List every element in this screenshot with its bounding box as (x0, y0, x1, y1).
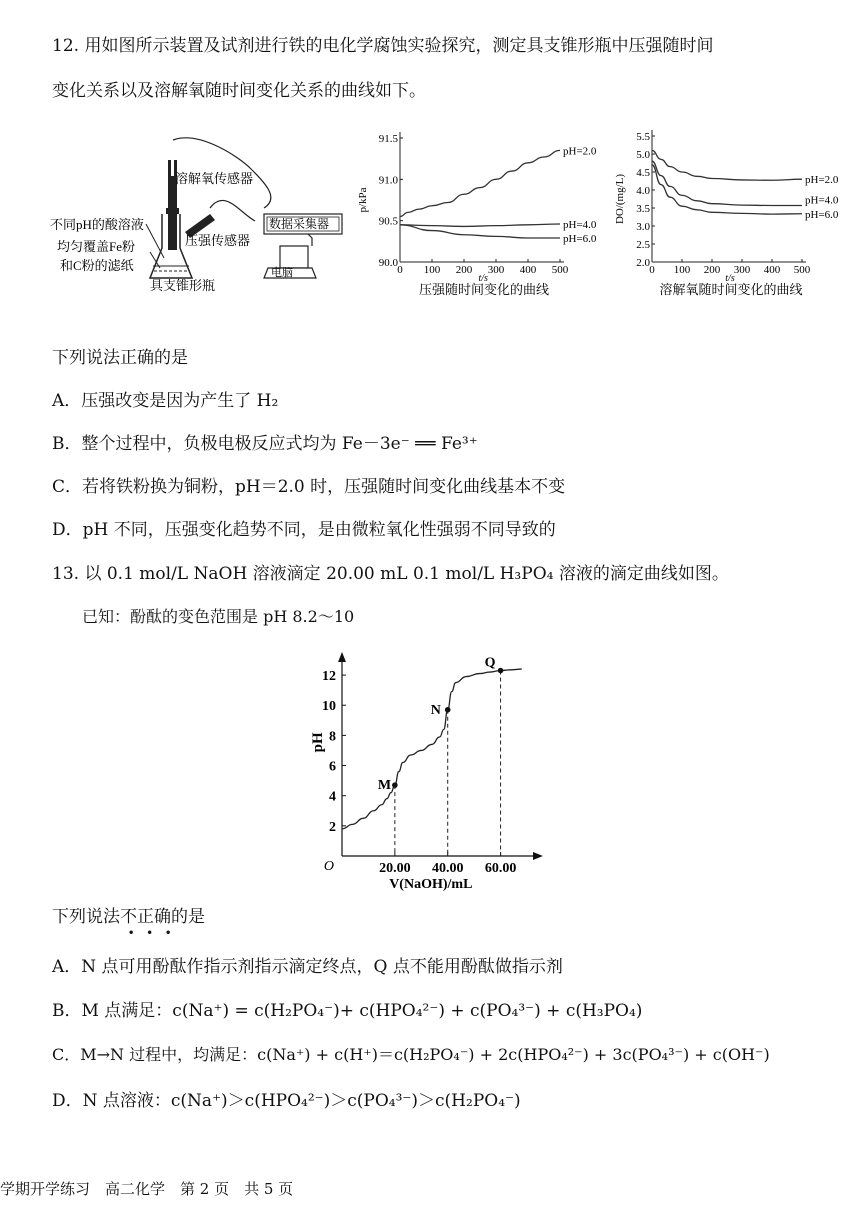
emphasis-dots: • • • (120, 926, 172, 940)
label-flask: 具支锥形瓶 (150, 278, 216, 293)
titration-x-tick-label: 60.00 (484, 861, 517, 876)
titration-x-arrow (533, 852, 543, 860)
q12-prompt: 下列说法正确的是 (52, 348, 188, 368)
do-series-label: pH=6.0 (805, 208, 839, 221)
label-computer: 电脑 (271, 267, 293, 279)
pressure-y-label: p/kPa (357, 187, 369, 213)
q13-prompt-post: 的是 (171, 907, 205, 927)
titration-point-label: N (430, 702, 441, 718)
q12-option-a: A．压强改变是因为产生了 H₂ (52, 391, 279, 411)
pressure-series-label: pH=4.0 (563, 218, 597, 231)
pressure-series-label: pH=6.0 (563, 233, 597, 246)
do-x-tick-label: 100 (673, 264, 691, 276)
pressure-x-tick-label: 300 (487, 264, 505, 276)
titration-y-label: pH (310, 732, 326, 753)
do-chart (612, 126, 852, 311)
do-series-line (652, 150, 802, 180)
q13-stem: 13. 以 0.1 mol/L NaOH 溶液滴定 20.00 mL 0.1 mol/L H₃PO₄ 溶液的滴定曲线如图。 (52, 564, 729, 584)
titration-origin-label: O (323, 859, 334, 874)
do-y-tick-label: 5.0 (636, 149, 650, 161)
label-acid: 不同pH的酸溶液 (50, 217, 144, 232)
titration-y-tick-label: 6 (329, 759, 336, 775)
q12-option-b: B．整个过程中，负极电极反应式均为 Fe－3e⁻ ══ Fe³⁺ (52, 434, 478, 454)
q13-known: 已知：酚酞的变色范围是 pH 8.2～10 (82, 607, 355, 626)
q13-option-c: C．M→N 过程中，均满足：c(Na⁺) + c(H⁺)＝c(H₂PO₄⁻) + 2c(HPO₄²⁻) + 3c(PO₄³⁻) + c(OH⁻) (52, 1045, 770, 1064)
q13-option-d: D．N 点溶液：c(Na⁺)＞c(HPO₄²⁻)＞c(PO₄³⁻)＞c(H₂PO₄⁻) (52, 1091, 521, 1111)
label-do-sensor: 溶解氧传感器 (175, 171, 254, 186)
q12-stem-line1: 12. 用如图所示装置及试剂进行铁的电化学腐蚀实验探究，测定具支锥形瓶中压强随时间 (52, 36, 714, 56)
q13-prompt-emph-text: 不正确 (120, 907, 171, 927)
do-y-tick-label: 4.5 (636, 167, 650, 179)
pressure-x-label: t/s (478, 273, 488, 284)
do-series-label: pH=2.0 (805, 174, 839, 187)
do-x-tick-label: 300 (733, 264, 751, 276)
titration-chart (300, 640, 560, 890)
pressure-x-tick-label: 100 (423, 264, 441, 276)
q13-option-b: B．M 点满足：c(Na⁺) = c(H₂PO₄⁻)+ c(HPO₄²⁻) + c(PO₄³⁻) + c(H₃PO₄) (52, 1001, 643, 1021)
do-y-tick-label: 5.5 (636, 131, 650, 143)
titration-point-label: M (377, 778, 392, 794)
q13-prompt-pre: 下列说法 (52, 907, 120, 927)
titration-x-tick-label: 40.00 (431, 861, 464, 876)
pressure-y-tick-label: 91.5 (378, 133, 398, 145)
titration-x-label: V(NaOH)/mL (389, 877, 473, 892)
titration-y-tick-label: 2 (329, 819, 336, 835)
titration-point-N (445, 707, 451, 713)
titration-point-label: Q (484, 655, 496, 671)
do-y-tick-label: 4.0 (636, 185, 650, 197)
titration-y-tick-label: 4 (329, 789, 336, 805)
titration-curve (342, 669, 522, 829)
do-x-tick-label: 500 (793, 264, 811, 276)
label-pressure-sensor: 压强传感器 (185, 233, 251, 248)
label-filter-1: 均匀覆盖Fe粉 (57, 239, 136, 254)
q13-prompt (52, 902, 205, 940)
pressure-y-tick-label: 90.5 (378, 215, 398, 228)
do-y-tick-label: 3.0 (636, 221, 650, 233)
titration-point-M (392, 782, 398, 788)
pressure-chart (355, 126, 597, 311)
do-y-tick-label: 2.5 (636, 239, 650, 251)
do-x-label: t/s (725, 273, 735, 284)
do-series-label: pH=4.0 (805, 194, 839, 207)
do-x-tick-label: 0 (649, 264, 655, 276)
titration-x-tick-label: 20.00 (379, 861, 411, 876)
label-collector: 数据采集器 (269, 217, 330, 231)
page-footer: 学期开学练习 高二化学 第 2 页 共 5 页 (0, 1180, 294, 1198)
titration-y-tick-label: 12 (322, 669, 336, 685)
titration-y-arrow (338, 652, 346, 662)
do-y-tick-label: 2.0 (636, 257, 650, 269)
pressure-title: 压强随时间变化的曲线 (418, 282, 550, 297)
pressure-series-label: pH=2.0 (563, 145, 597, 158)
titration-y-tick-label: 8 (329, 729, 336, 745)
q12-option-c: C．若将铁粉换为铜粉，pH＝2.0 时，压强随时间变化曲线基本不变 (52, 477, 566, 497)
pressure-x-tick-label: 500 (551, 264, 569, 276)
do-y-label: DO/(mg/L) (614, 173, 626, 225)
pressure-y-tick-label: 91.0 (378, 174, 398, 187)
pressure-series-line (400, 225, 560, 238)
q12-option-d: D．pH 不同，压强变化趋势不同，是由微粒氧化性强弱不同导致的 (52, 520, 556, 540)
pressure-x-tick-label: 0 (397, 264, 403, 276)
pressure-x-tick-label: 200 (455, 264, 473, 276)
pressure-x-tick-label: 400 (519, 264, 537, 276)
computer-monitor (280, 246, 308, 268)
pressure-series-line (400, 150, 560, 216)
q12-stem-line2: 变化关系以及溶解氧随时间变化关系的曲线如下。 (52, 81, 426, 101)
do-title: 溶解氧随时间变化的曲线 (659, 282, 803, 297)
do-x-tick-label: 400 (763, 264, 781, 276)
label-filter-2: 和C粉的滤纸 (60, 258, 134, 273)
do-y-tick-label: 3.5 (636, 203, 650, 215)
titration-point-Q (498, 668, 504, 674)
pressure-y-tick-label: 90.0 (378, 257, 398, 269)
do-x-tick-label: 200 (703, 264, 721, 276)
q13-option-a: A．N 点可用酚酞作指示剂指示滴定终点，Q 点不能用酚酞做指示剂 (52, 957, 563, 977)
q13-prompt-emphasis (120, 907, 172, 940)
apparatus-diagram (50, 128, 350, 308)
pressure-series-line (400, 224, 560, 226)
titration-y-tick-label: 10 (322, 699, 336, 715)
